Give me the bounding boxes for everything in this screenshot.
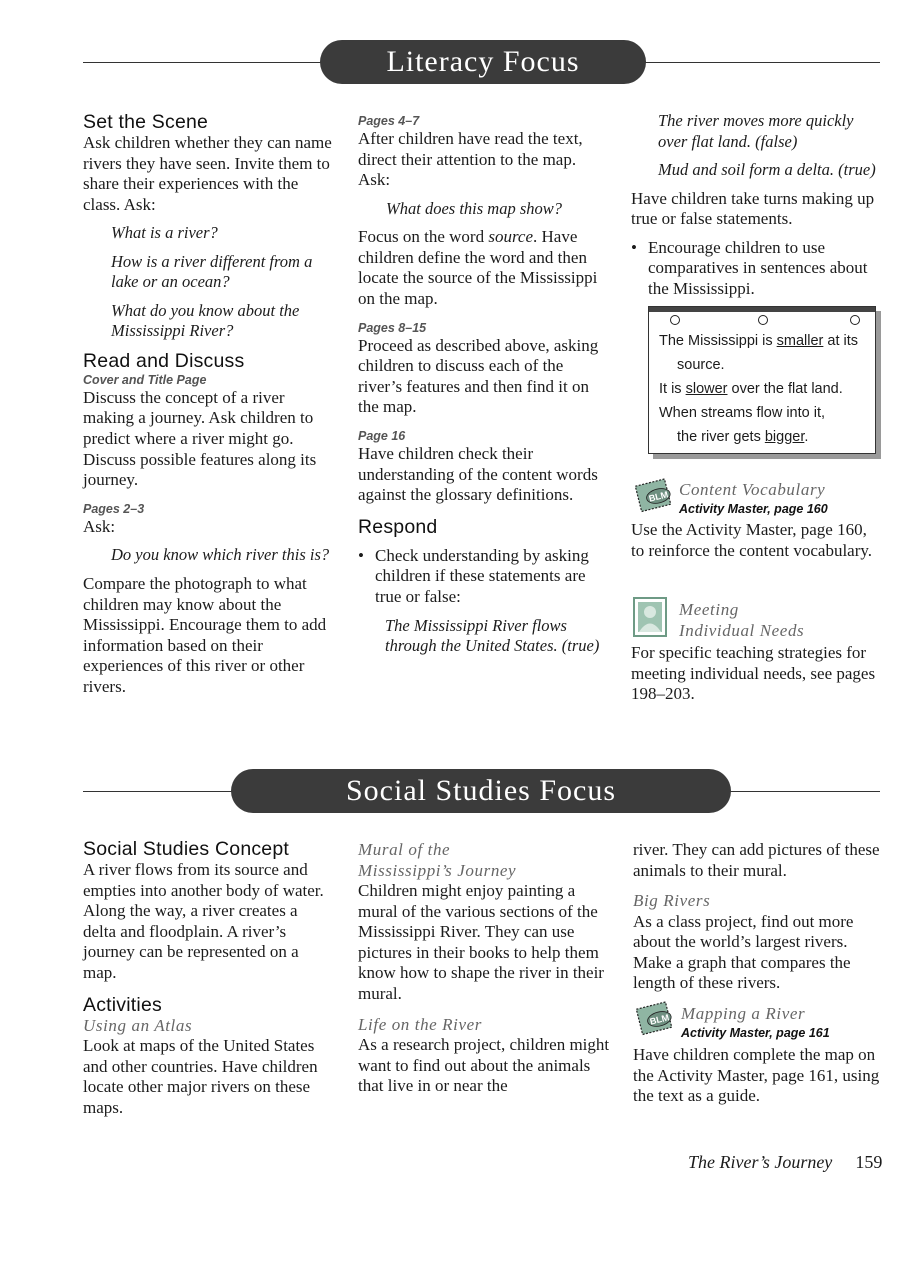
literacy-column-3 [631,111,881,299]
content-vocabulary-subtitle: Activity Master, page 160 [679,501,828,516]
compare-text: Compare the photograph to what children may know about the Mississippi. Encourage them to add information based on their experiences of this river or other rivers. [83,573,327,696]
box-line-smaller: The Mississippi is smaller at its [659,333,859,349]
social-concept-text: A river flows from its source and empties into another body of water. Along the way, a river creates a delta and floodplain. A river’s journey can be represented on a map. [83,860,324,982]
question-map-show: What does this map show? [386,198,563,218]
life-on-river-continued: river. They can add pictures of these animals to their mural. [633,840,880,880]
pages-2-3-label: Pages 2–3 [83,501,145,516]
statement-quickly: The river moves more quickly over flat land. (false) [658,111,854,151]
content-vocabulary-title: Content Vocabulary [679,480,826,499]
big-rivers-title: Big Rivers [633,891,711,911]
blm-icon [633,477,675,513]
individual-needs-text: For specific teaching strategies for meeting individual needs, see pages 198–203. [631,643,876,704]
comparatives-bullet: • Encourage children to use comparatives in sentences about the Mississippi. [631,238,881,300]
cover-title-page-text: Discuss the concept of a river making a journey. Ask children to predict where a river might go. Discuss possible features along its journey. [83,387,317,490]
social-column-2 [358,840,610,1097]
ask-text: Ask: [83,516,116,536]
pages-4-7-label: Pages 4–7 [358,114,420,128]
individual-needs-title: Individual Needs [679,620,805,640]
cover-title-page-label: Cover and Title Page [83,372,207,387]
turns-text: Have children take turns making up true or false statements. [631,188,875,229]
read-and-discuss-heading: Read and Discuss [83,349,245,372]
social-concept-heading: Social Studies Concept [83,838,290,860]
content-vocabulary-section [679,480,889,517]
set-the-scene-text: Ask children whether they can name rivers they have seen. Invite them to share their experiences with the class. Ask: [83,133,332,214]
individual-needs-text-block [631,643,881,705]
big-rivers-text: As a class project, find out more about the world’s largest rivers. Make a graph that compares the length of these rivers. [633,911,854,993]
box-line-streams: When streams flow into it, [659,405,825,421]
footer-book-title: The River’s Journey [688,1152,833,1172]
page-16-label: Page 16 [358,429,406,444]
question-what-is-river: What is a river? [111,223,218,243]
using-atlas-text: Look at maps of the United States and other countries. Have children locate other major rivers on these maps. [83,1036,318,1117]
set-the-scene-heading: Set the Scene [83,111,209,133]
box-line-bigger: the river gets bigger. [677,429,809,445]
social-column-3 [633,840,885,994]
social-studies-banner-title: Social Studies Focus [231,769,731,813]
individual-needs-section [679,600,889,641]
life-on-river-title: Life on the River [358,1014,482,1034]
mapping-river-text-block [633,1045,885,1107]
question-river-different: How is a river different from a lake or an ocean? [111,251,313,292]
box-line-source: source. [677,357,725,373]
source-word: source [488,227,534,247]
question-which-river: Do you know which river this is? [111,545,330,565]
focus-source-text: Focus on the word source. Have children define the word and then locate the source of the Mississippi on the map. [358,227,598,309]
literacy-column-2 [358,113,608,657]
content-vocabulary-text-block [631,520,881,561]
respond-heading: Respond [358,515,438,538]
literacy-banner-title: Literacy Focus [320,40,646,84]
notebook-text [649,312,875,455]
literacy-banner [0,40,909,86]
literacy-column-1 [83,111,333,698]
social-studies-banner [0,769,909,815]
using-atlas-title: Using an Atlas [83,1015,193,1035]
pages-4-7-text: After children have read the text, direct their attention to the map. Ask: [358,129,583,190]
content-vocabulary-text: Use the Activity Master, page 160, to reinforce the content vocabulary. [631,520,873,560]
mural-title-line1: Mural of the [358,840,451,859]
svg-text:BLM: BLM [647,489,670,504]
comparatives-notebook-box [648,306,876,454]
page-number: 159 [855,1152,883,1172]
activities-heading: Activities [83,993,162,1016]
individual-needs-icon [633,597,667,637]
pages-8-15-text: Proceed as described above, asking children to discuss each of the river’s features and then find it on the map. [358,335,599,417]
ring-icon [670,315,680,325]
pages-8-15-label: Pages 8–15 [358,320,427,335]
ring-icon [758,315,768,325]
ring-icon [850,315,860,325]
social-column-1 [83,838,333,1118]
box-line-slower: It is slower over the flat land. [659,381,843,397]
page-16-text: Have children check their understanding of the content words against the glossary definitions. [358,444,598,505]
statement-delta: Mud and soil form a delta. (true) [658,160,876,179]
statement-flows: The Mississippi River flows through the United States. (true) [385,615,600,656]
life-on-river-text: As a research project, children might want to find out about the animals that live in or near the [358,1035,610,1096]
page-footer [688,1152,883,1173]
mapping-river-title: Mapping a River [681,1004,806,1023]
blm-icon [634,1000,676,1036]
mural-text: Children might enjoy painting a mural of the various sections of the Mississippi River. They can use pictures in their books to help them know how to shape the river in their mural. [358,881,604,1003]
question-mississippi: What do you know about the Mississippi River? [111,300,300,341]
mural-title-line2: Mississippi’s Journey [358,860,517,880]
mapping-river-section [681,1004,891,1041]
mapping-river-subtitle: Activity Master, page 161 [681,1025,830,1040]
respond-bullet: • Check understanding by asking children if these statements are true or false: [358,546,608,608]
notebook-rings [649,315,875,325]
svg-text:BLM: BLM [648,1012,671,1027]
mapping-river-text: Have children complete the map on the Activity Master, page 161, using the text as a guide. [633,1045,880,1106]
meeting-title: Meeting [679,600,739,619]
